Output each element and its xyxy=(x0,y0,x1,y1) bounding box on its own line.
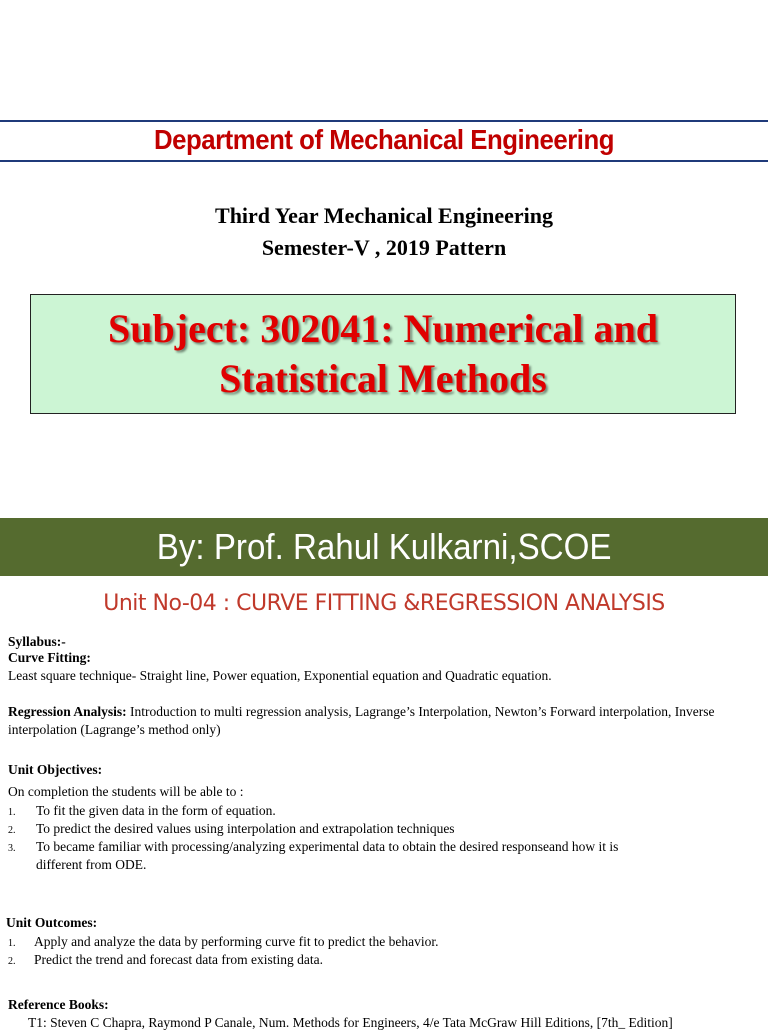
reference-item: T1: Steven C Chapra, Raymond P Canale, Num. Methods for Engineers, 4/e Tata McGraw Hill Editions, [7th_ Edition] xyxy=(28,1015,673,1030)
subject-title xyxy=(108,304,658,404)
references-heading: Reference Books: xyxy=(8,997,109,1012)
list-item-continuation: different from ODE. xyxy=(36,857,147,872)
curve-fitting-text: Least square technique- Straight line, Power equation, Exponential equation and Quadratic equation. xyxy=(8,668,552,683)
regression-heading: Regression Analysis: xyxy=(8,704,127,719)
list-number: 2. xyxy=(8,825,16,836)
author-banner xyxy=(0,518,768,576)
objectives-intro: On completion the students will be able to : xyxy=(8,784,244,799)
curve-fitting-heading: Curve Fitting: xyxy=(8,650,91,665)
list-number: 1. xyxy=(8,807,16,818)
subject-line-2: Statistical Methods xyxy=(219,356,547,401)
objectives-heading: Unit Objectives: xyxy=(8,762,103,777)
subject-box xyxy=(30,294,736,414)
list-item xyxy=(8,820,760,840)
course-info xyxy=(0,200,768,264)
list-text: Predict the trend and forecast data from existing data. xyxy=(34,952,324,967)
regression-paragraph xyxy=(8,703,760,739)
list-item xyxy=(8,838,760,858)
semester-line: Semester-V , 2019 Pattern xyxy=(261,235,507,260)
author-text: By: Prof. Rahul Kulkarni,SCOE xyxy=(156,526,612,567)
list-item xyxy=(8,802,760,822)
outcomes-heading: Unit Outcomes: xyxy=(6,915,98,930)
list-item xyxy=(8,933,760,953)
list-item xyxy=(8,951,760,971)
subject-line-1: Subject: 302041: Numerical and xyxy=(108,306,658,351)
list-number: 3. xyxy=(8,843,16,854)
year-line: Third Year Mechanical Engineering xyxy=(215,203,553,228)
top-rule xyxy=(0,120,768,122)
syllabus-heading: Syllabus:- xyxy=(8,634,66,649)
bottom-rule xyxy=(0,160,768,162)
list-text: To fit the given data in the form of equation. xyxy=(36,803,276,818)
regression-text: Introduction to multi regression analysis, Lagrange’s Interpolation, Newton’s Forward interpolation, Inverse interpolation (Lagrange’s method only) xyxy=(8,704,715,737)
list-text: To predict the desired values using interpolation and extrapolation techniques xyxy=(36,821,455,836)
unit-title: Unit No-04 : CURVE FITTING &REGRESSION ANALYSIS xyxy=(103,591,665,616)
list-number: 2. xyxy=(8,956,16,967)
list-text: To became familiar with processing/analyzing experimental data to obtain the desired responseand how it is xyxy=(36,839,619,854)
list-number: 1. xyxy=(8,938,16,949)
department-title: Department of Mechanical Engineering xyxy=(153,124,615,155)
list-text: Apply and analyze the data by performing curve fit to predict the behavior. xyxy=(34,934,439,949)
